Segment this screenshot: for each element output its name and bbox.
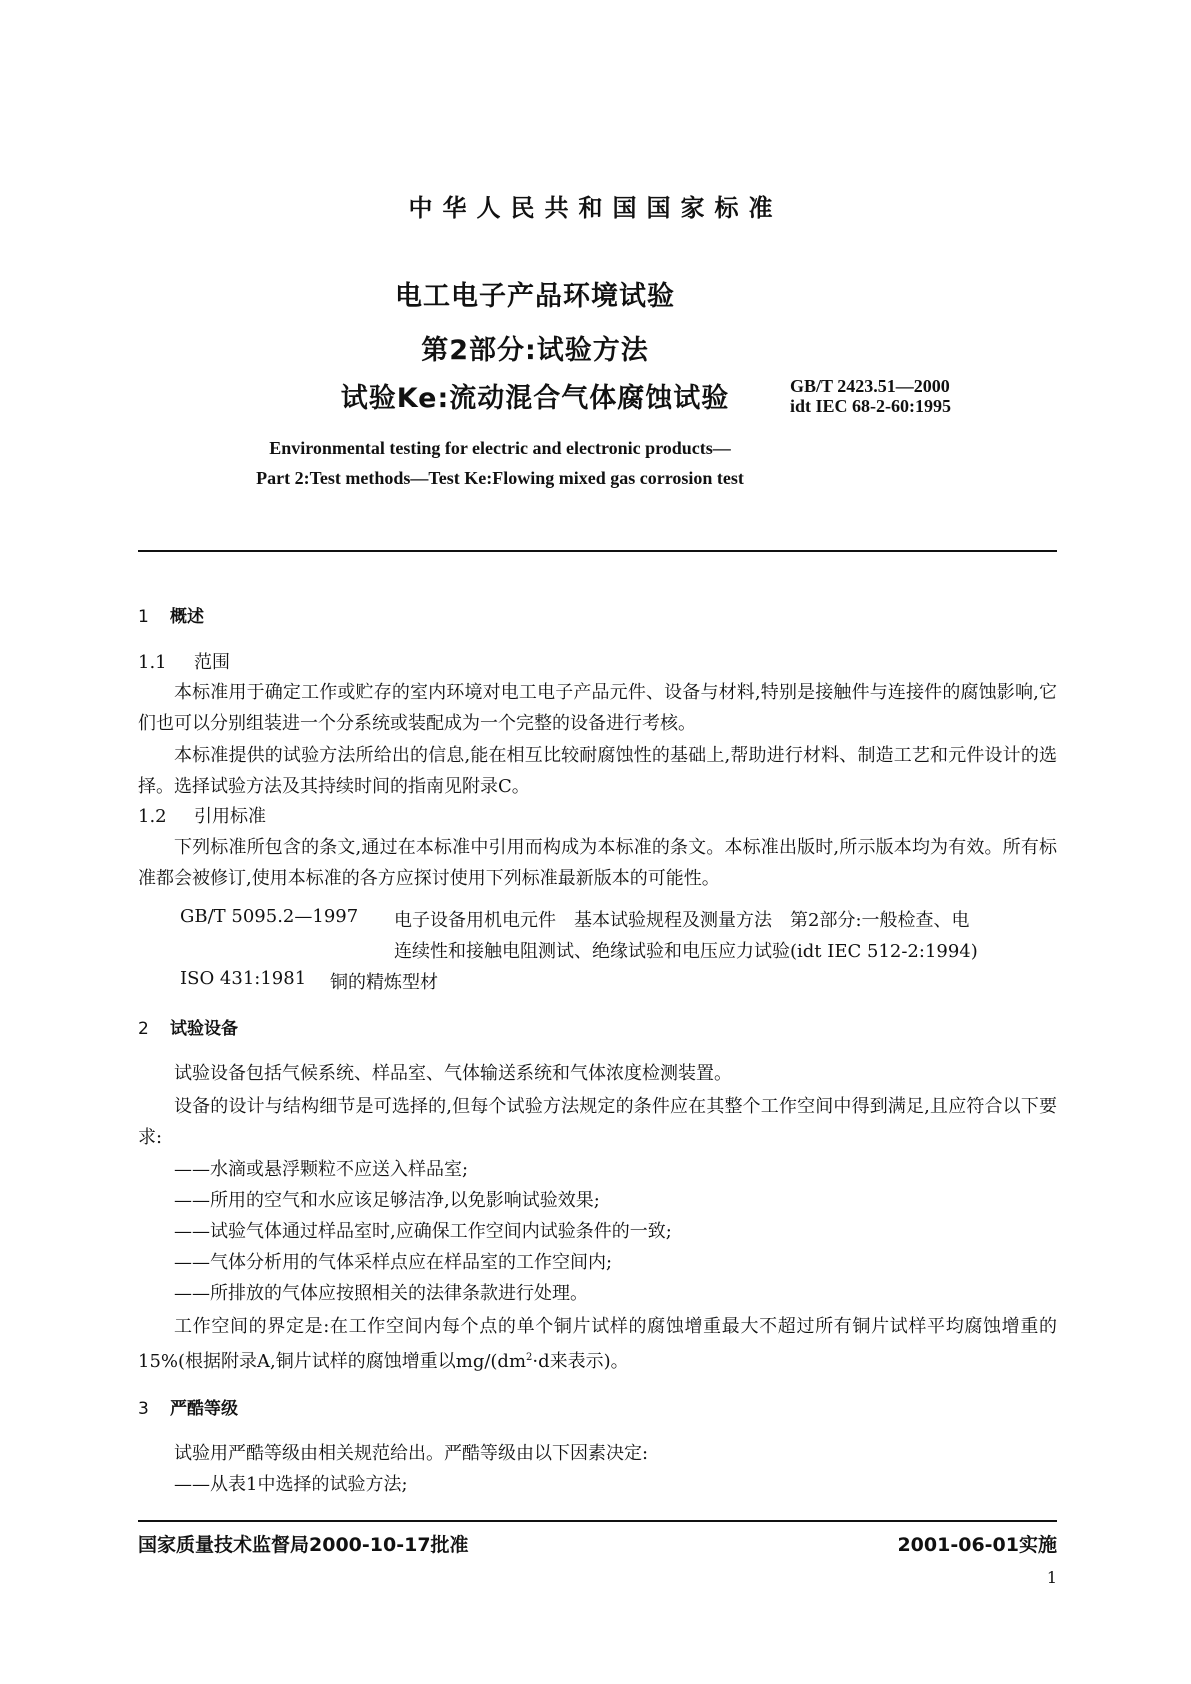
paragraph-equipment-2: 设备的设计与结构细节是可选择的,但每个试验方法规定的条件应在其整个工作空间中得到满足,且应符合以下要求: — [138, 1096, 1057, 1148]
national-standard-heading: 中华人民共和国国家标准 — [408, 194, 783, 222]
effective-date: 2001-06-01实施 — [897, 1534, 1057, 1556]
requirement-item: ——所用的空气和水应该足够洁净,以免影响试验效果; — [174, 1190, 600, 1211]
section-title: 引用标准 — [194, 806, 266, 827]
title-line-3: 试验Ke:流动混合气体腐蚀试验 — [340, 383, 730, 414]
title-line-2: 第2部分:试验方法 — [421, 335, 649, 366]
severity-item: ——从表1中选择的试验方法; — [174, 1474, 408, 1495]
section-title: 范围 — [194, 652, 230, 673]
approval-statement: 国家质量技术监督局2000-10-17批准 — [138, 1534, 469, 1556]
standard-code: GB/T 2423.51—2000 — [790, 376, 950, 396]
english-title-line-1: Environmental testing for electric and electronic products— — [269, 438, 731, 458]
section-title: 概述 — [170, 607, 204, 627]
section-2-heading — [138, 1014, 238, 1039]
english-title-line-2: Part 2:Test methods—Test Ke:Flowing mixed gas corrosion test — [256, 468, 744, 488]
requirement-item: ——气体分析用的气体采样点应在样品室的工作空间内; — [174, 1252, 613, 1273]
requirement-item: ——水滴或悬浮颗粒不应送入样品室; — [174, 1159, 469, 1180]
section-title: 试验设备 — [170, 1019, 238, 1039]
paragraph-scope-1: 本标准用于确定工作或贮存的室内环境对电工电子产品元件、设备与材料,特别是接触件与连接件的腐蚀影响,它们也可以分别组装进一个分系统或装配成为一个完整的设备进行考核。 — [138, 682, 1057, 734]
requirement-item: ——所排放的气体应按照相关的法律条款进行处理。 — [174, 1283, 588, 1304]
section-number: 1.1 — [138, 652, 167, 673]
section-number: 3 — [138, 1399, 149, 1419]
section-1-heading — [138, 602, 204, 627]
section-1-2-heading — [138, 802, 266, 828]
section-title: 严酷等级 — [170, 1399, 238, 1419]
requirement-item: ——试验气体通过样品室时,应确保工作空间内试验条件的一致; — [174, 1221, 672, 1242]
reference-title-2: 铜的精炼型材 — [330, 972, 438, 993]
section-number: 2 — [138, 1019, 149, 1039]
paragraph-references-intro: 下列标准所包含的条文,通过在本标准中引用而构成为本标准的条文。本标准出版时,所示版本均为有效。所有标准都会被修订,使用本标准的各方应探讨使用下列标准最新版本的可能性。 — [138, 837, 1057, 889]
header-divider — [138, 550, 1057, 552]
paragraph-equipment-1: 试验设备包括气候系统、样品室、气体输送系统和气体浓度检测装置。 — [174, 1063, 732, 1084]
superscript: 2 — [526, 1352, 533, 1363]
section-number: 1.2 — [138, 806, 167, 827]
section-1-1-heading — [138, 648, 230, 674]
title-line-1: 电工电子产品环境试验 — [395, 281, 675, 312]
paragraph-severity: 试验用严酷等级由相关规范给出。严酷等级由以下因素决定: — [174, 1443, 649, 1464]
reference-code-2: ISO 431:1981 — [180, 968, 307, 989]
reference-title-1-line-2: 连续性和接触电阻测试、绝缘试验和电压应力试验(idt IEC 512-2:1994) — [394, 941, 978, 962]
idt-code: idt IEC 68-2-60:1995 — [790, 396, 951, 416]
working-space-text: 工作空间的界定是:在工作空间内每个点的单个铜片试样的腐蚀增重最大不超过所有铜片试样平均腐蚀增重的15%(根据附录A,铜片试样的腐蚀增重以mg/(dm — [138, 1316, 1057, 1372]
reference-title-1-line-1: 电子设备用机电元件 基本试验规程及测量方法 第2部分:一般检查、电 — [394, 910, 970, 931]
paragraph-working-space — [138, 1311, 1057, 1377]
paragraph-scope-2: 本标准提供的试验方法所给出的信息,能在相互比较耐腐蚀性的基础上,帮助进行材料、制造工艺和元件设计的选择。选择试验方法及其持续时间的指南见附录C。 — [138, 745, 1057, 797]
section-number: 1 — [138, 607, 149, 627]
working-space-text-end: ·d来表示)。 — [532, 1351, 629, 1372]
reference-code-1: GB/T 5095.2—1997 — [180, 906, 359, 927]
section-3-heading — [138, 1394, 238, 1419]
page-number: 1 — [1046, 1568, 1057, 1587]
footer-divider — [138, 1520, 1057, 1522]
